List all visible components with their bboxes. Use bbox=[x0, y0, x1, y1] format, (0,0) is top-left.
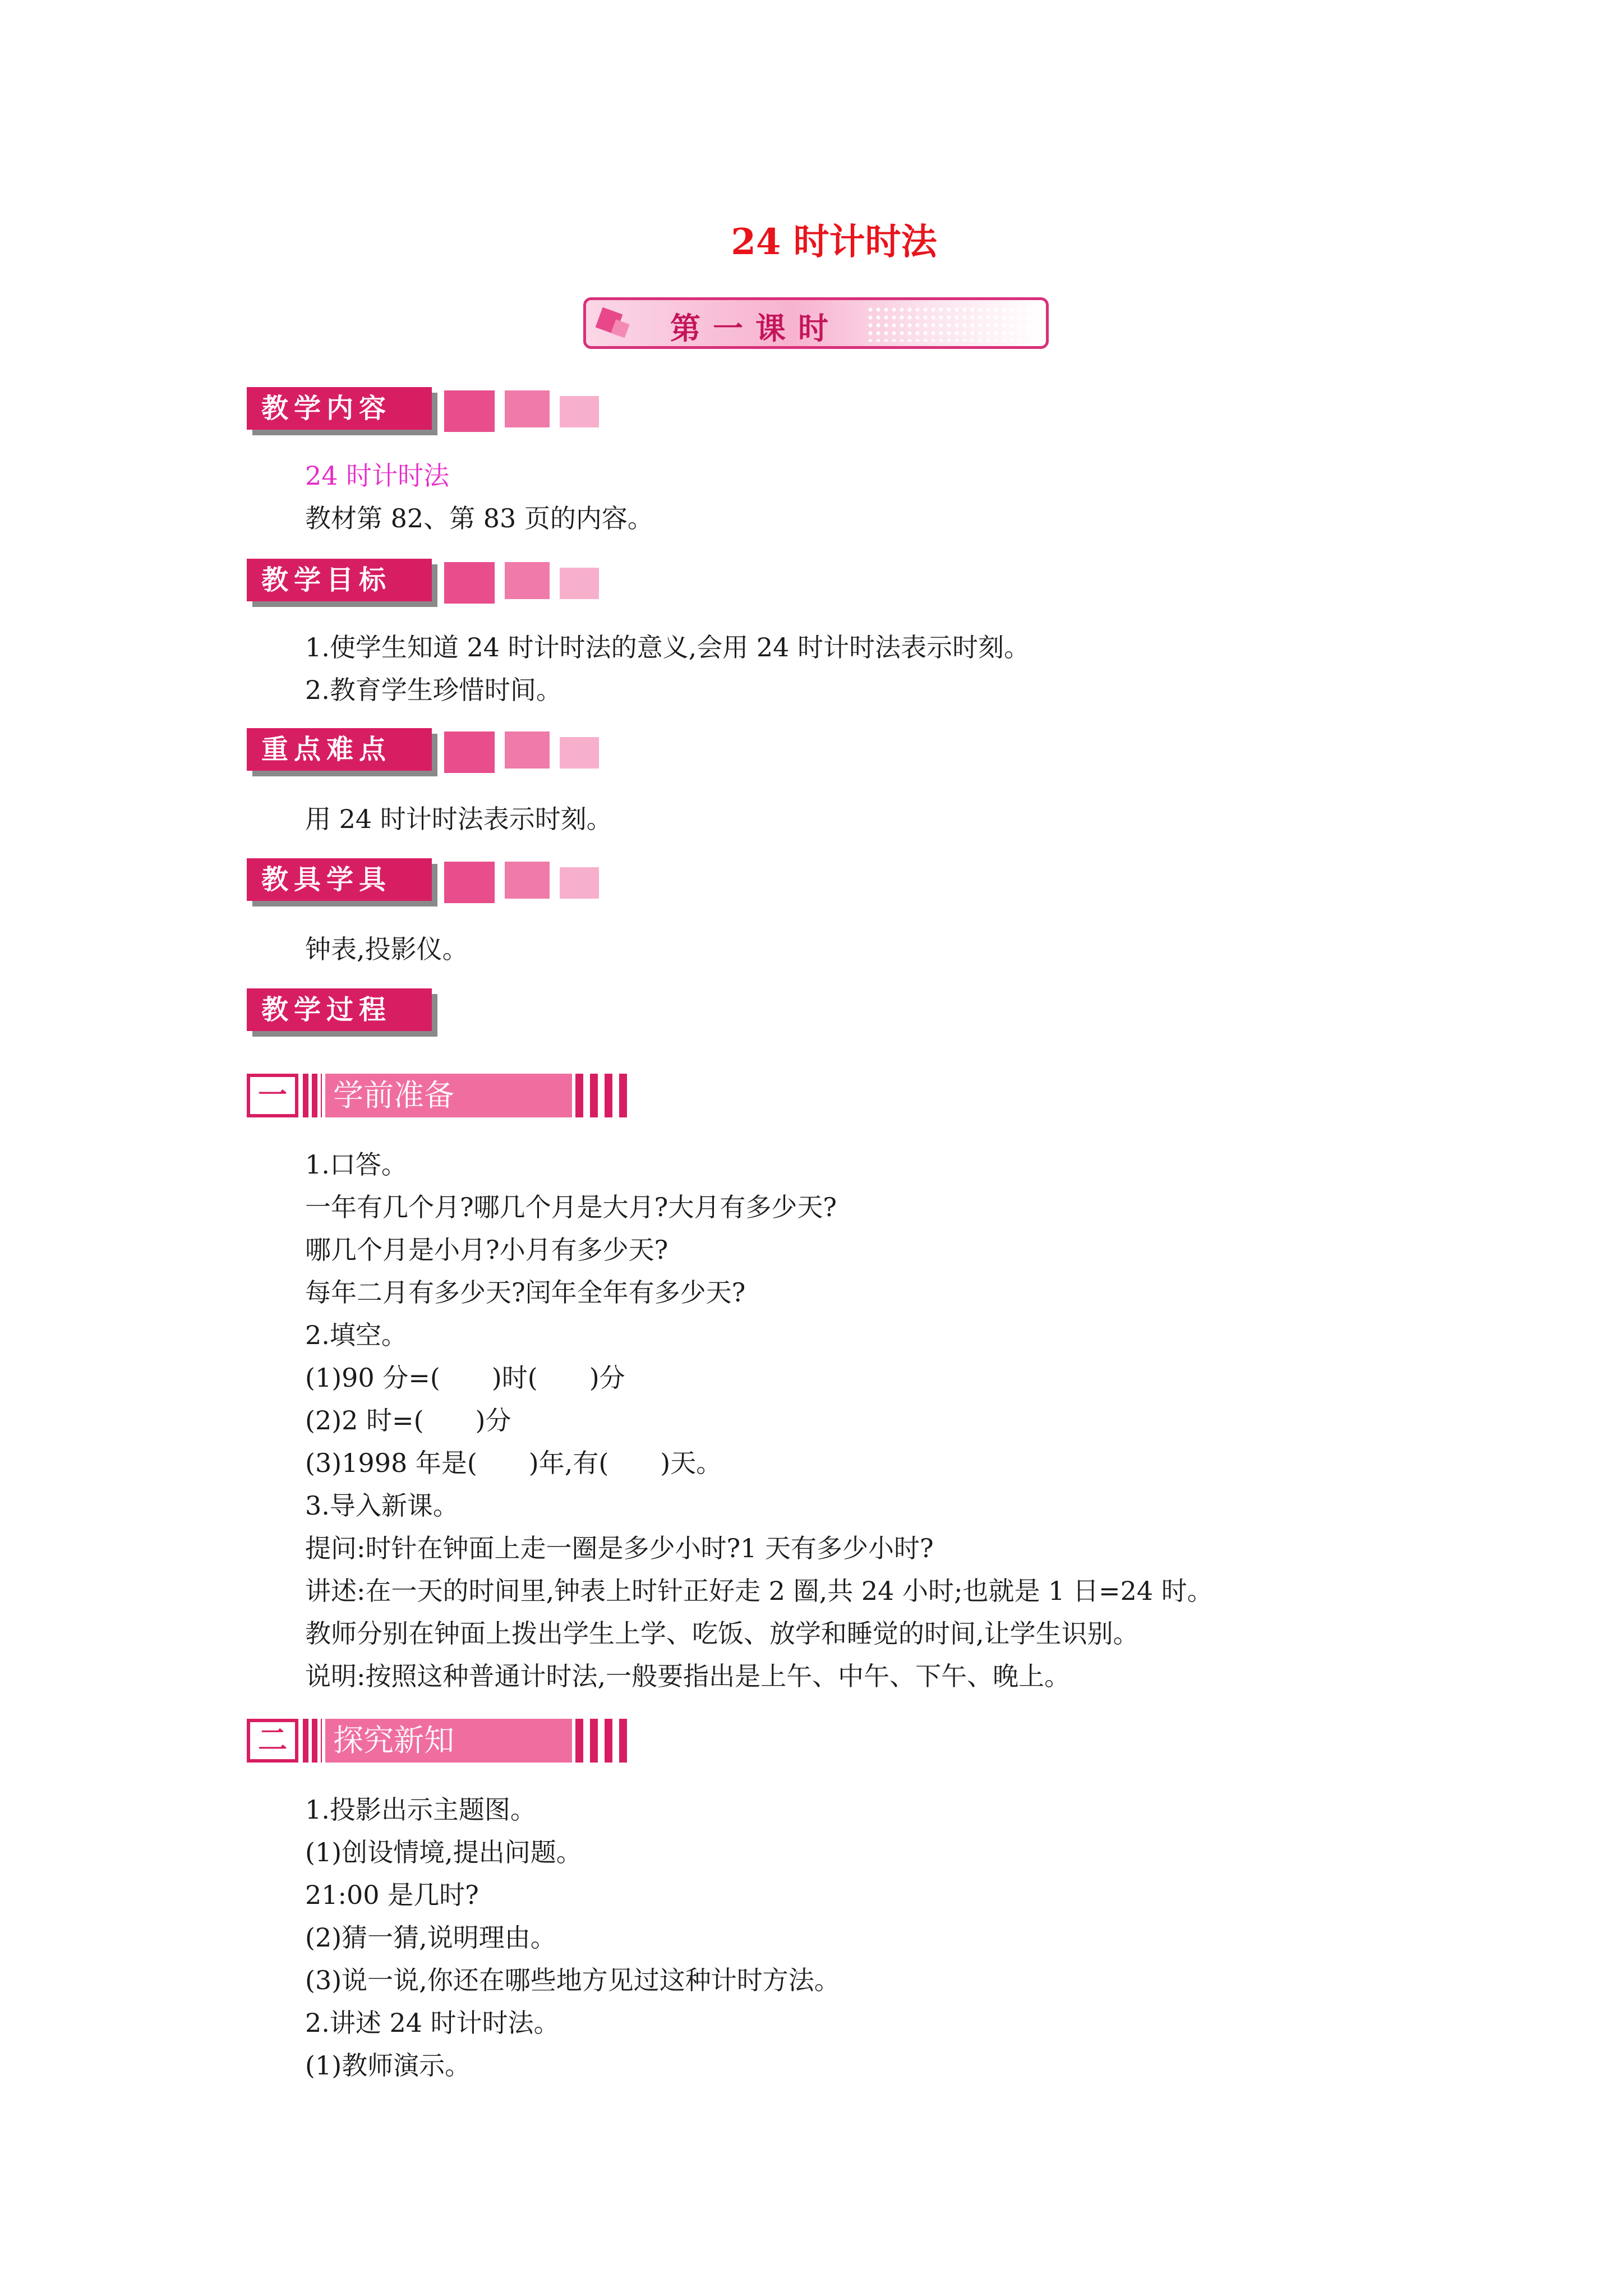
decor-square bbox=[444, 390, 495, 432]
body-line: 每年二月有多少天?闰年全年有多少天? bbox=[305, 1277, 746, 1308]
dot-pattern bbox=[866, 306, 1035, 342]
body-line: (1)创设情境,提出问题。 bbox=[305, 1837, 582, 1867]
body-line: 提问:时针在钟面上走一圈是多少小时?1 天有多少小时? bbox=[305, 1533, 934, 1563]
body-line: 2.填空。 bbox=[305, 1320, 407, 1350]
goal-item: 1.使学生知道 24 时计时法的意义,会用 24 时计时法表示时刻。 bbox=[305, 632, 1030, 662]
body-line: (1)教师演示。 bbox=[305, 2050, 471, 2081]
decor-square bbox=[505, 862, 550, 899]
decor-square bbox=[505, 562, 550, 599]
body-line: 1.口答。 bbox=[305, 1149, 407, 1180]
part-title: 学前准备 bbox=[333, 1078, 454, 1113]
decor-square bbox=[560, 867, 599, 899]
part-header-explore bbox=[247, 1719, 628, 1763]
decor-square bbox=[444, 562, 495, 604]
body-line: (3)说一说,你还在哪些地方见过这种计时方法。 bbox=[305, 1965, 840, 1995]
tools-text: 钟表,投影仪。 bbox=[305, 934, 468, 964]
key-points-text: 用 24 时计时法表示时刻。 bbox=[305, 804, 612, 834]
decor-square bbox=[444, 731, 495, 773]
decor-square bbox=[560, 396, 599, 427]
lesson-banner bbox=[583, 297, 1049, 349]
decor-square bbox=[560, 737, 599, 769]
stripe-decor bbox=[575, 1074, 628, 1117]
stripe-decor bbox=[575, 1719, 628, 1763]
decor-square bbox=[505, 390, 550, 427]
content-topic: 24 时计时法 bbox=[305, 461, 450, 491]
section-header-label: 教具学具 bbox=[261, 864, 392, 895]
body-line: 一年有几个月?哪几个月是大月?大月有多少天? bbox=[305, 1192, 837, 1222]
body-line: (2)2 时=( )分 bbox=[305, 1405, 511, 1435]
stripe-decor bbox=[303, 1719, 322, 1763]
section-header-label: 教学目标 bbox=[261, 564, 392, 596]
decor-square bbox=[444, 862, 495, 903]
part-number: 二 bbox=[247, 1719, 298, 1763]
part-title: 探究新知 bbox=[333, 1723, 454, 1758]
section-header-label: 重点难点 bbox=[261, 734, 392, 765]
body-line: 教师分别在钟面上拨出学生上学、吃饭、放学和睡觉的时间,让学生识别。 bbox=[305, 1618, 1139, 1649]
lesson-banner-label: 第一课时 bbox=[670, 311, 841, 346]
part-number: 一 bbox=[247, 1074, 298, 1117]
body-line: 说明:按照这种普通计时法,一般要指出是上午、中午、下午、晚上。 bbox=[305, 1661, 1071, 1691]
body-line: 3.导入新课。 bbox=[305, 1490, 459, 1521]
part-header-preparation bbox=[247, 1074, 628, 1117]
body-line: 哪几个月是小月?小月有多少天? bbox=[305, 1235, 668, 1265]
body-line: 2.讲述 24 时计时法。 bbox=[305, 2008, 560, 2038]
body-line: 讲述:在一天的时间里,钟表上时针正好走 2 圈,共 24 小时;也就是 1 日=24 时。 bbox=[305, 1576, 1213, 1606]
body-line: (1)90 分=( )时( )分 bbox=[305, 1363, 625, 1393]
content-text: 教材第 82、第 83 页的内容。 bbox=[305, 503, 653, 533]
section-header-label: 教学过程 bbox=[261, 994, 392, 1025]
body-line: 1.投影出示主题图。 bbox=[305, 1795, 536, 1825]
stripe-decor bbox=[303, 1074, 322, 1117]
body-line: 21:00 是几时? bbox=[305, 1880, 479, 1910]
goal-item: 2.教育学生珍惜时间。 bbox=[305, 675, 562, 705]
section-header-label: 教学内容 bbox=[261, 393, 392, 424]
body-line: (3)1998 年是( )年,有( )天。 bbox=[305, 1448, 722, 1478]
decor-square bbox=[505, 731, 550, 769]
page-title: 24 时计时法 bbox=[731, 221, 937, 263]
body-line: (2)猜一猜,说明理由。 bbox=[305, 1922, 556, 1953]
decor-square bbox=[560, 568, 599, 599]
